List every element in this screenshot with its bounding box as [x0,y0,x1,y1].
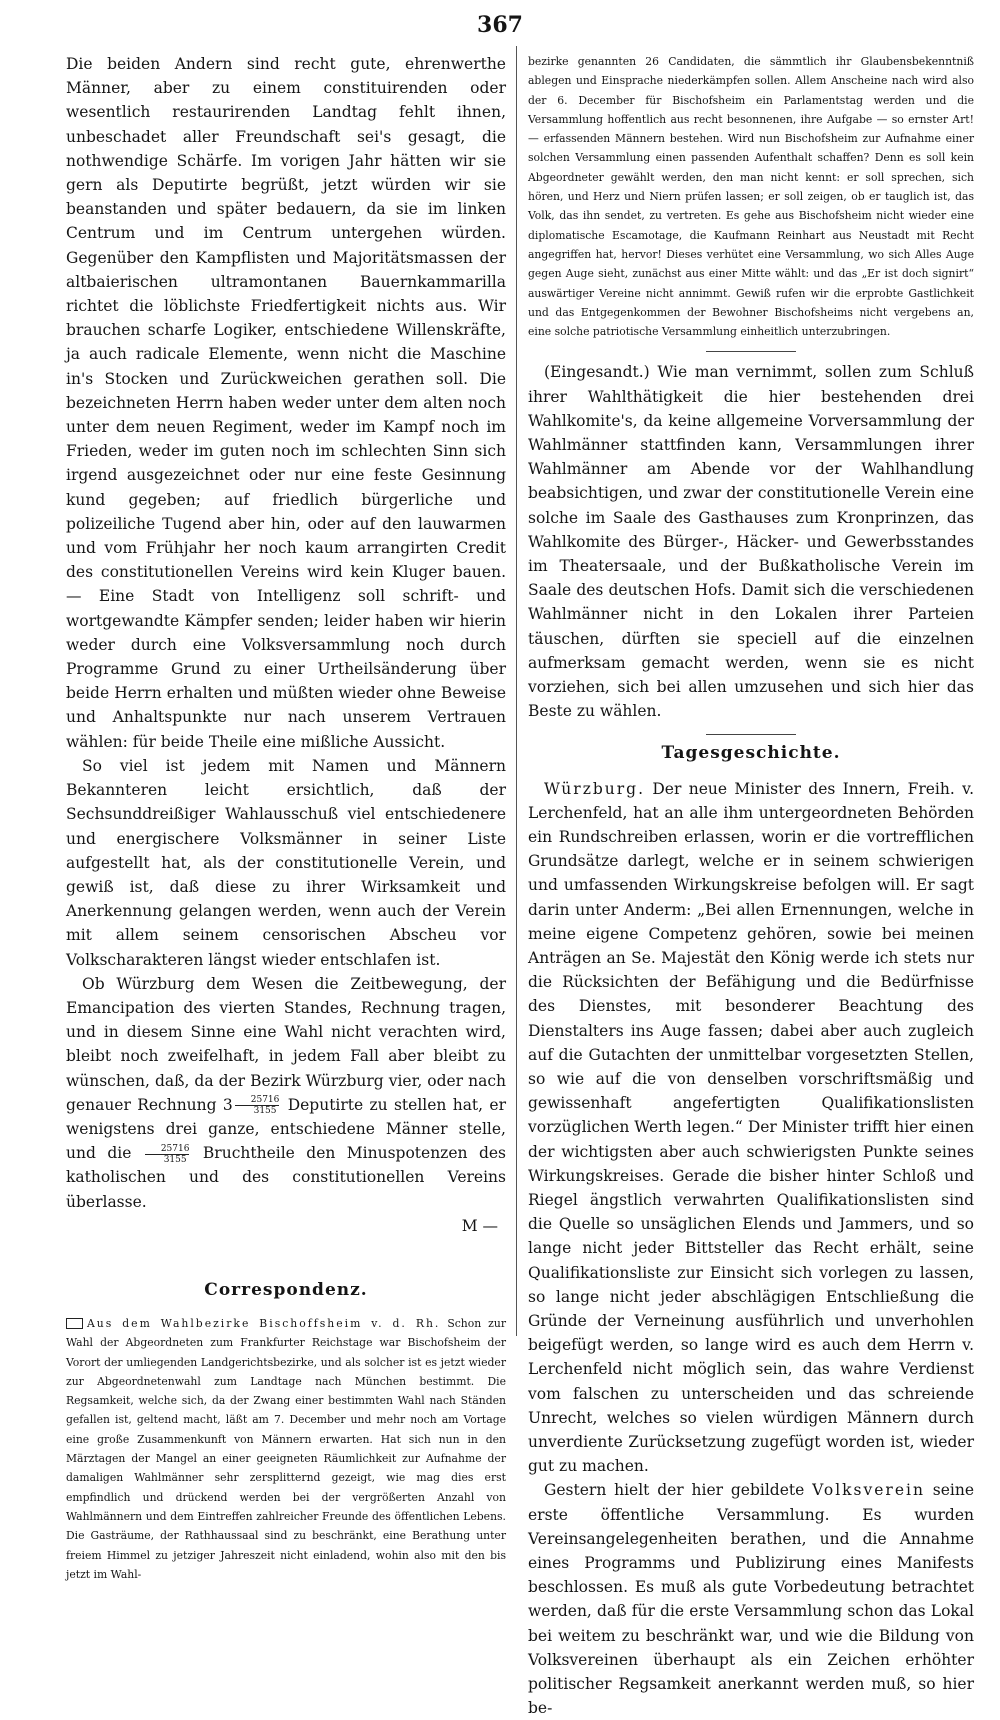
paragraph-text: Wie man vernimmt, sollen zum Schluß ihrer Wahlthätigkeit die hier bestehenden drei Wahlkomite's, da keine allgemeine Vorversammlung der Wahlmänner stattfinden kann, Versammlungen ihrer Wahlmänner am Abende vor der Wahlhandlung beabsichtigen, und zwar der constitutionelle Verein eine solche im Saale des Gasthauses zum Kronprinzen, das Wahlkomite des Bürger-, Häcker- und Gewerbsstandes im Theatersaale, und der Bußkatholische Verein im Saale des deutschen Hofs. Damit sich die verschiedenen Wahlmänner nicht in den Lokalen ihrer Parteien täuschen, dürften sie speciell auf die einzelnen aufmerksam gemacht werden, wenn sie es nicht vorziehen, sich bei allen umzusehen und sich hier das Beste zu wählen. [528,363,974,721]
dateline: Aus dem Wahlbezirke Bischoffsheim v. d. Rh. [87,1316,441,1330]
section-heading: Correspondenz. [204,1279,368,1300]
submitted-label: (Eingesandt.) [544,363,650,382]
fraction-numerator: 25716 [235,1095,280,1106]
paragraph-text: Gestern hielt der hier gebildete [544,1481,813,1500]
article-paragraph-fraction [66,972,506,1214]
paragraph-text: seine erste öffentliche Versammlung. Es wurden Vereinsangelegenheiten berathen, und die Annahme eines Programms und Publizirung eines Manifests beschlossen. Es muß als gute Vorbedeutung betrachtet werden, daß für die erste Versammlung schon das Lokal bei weitem zu beschränkt war, und wie die Bildung von Volksvereinen überhaupt als ein Zeichen erhöhter politischer Regsamkeit anerkannt werden muß, so hier be- [528,1481,974,1718]
author-signature: M — [461,1216,498,1235]
submitted-paragraph [528,360,974,723]
fraction-numerator: 25716 [145,1144,190,1155]
paragraph-text: Schon zur Wahl der Abgeordneten zum Frankfurter Reichstage war Bischofsheim der Vorort der umliegenden Landgerichtsbezirke, und als solcher ist es jetzt wieder zur Abgeordnetenwahl zum Landtage nach München bestimmt. Die Regsamkeit, welche sich, da der Zwang einer bestimmten Wahl nach Ständen gefallen ist, geltend macht, läßt am 7. December und mehr noch am Vortage eine große Zusammenkunft von Männern erwarten. Hat sich nun in den Märztagen der Mangel an einer geeigneten Räumlichkeit zur Aufnahme der damaligen Wahlmänner sehr zersplitternd gezeigt, wie mag dies erst empfindlich und drückend werden bei der vergrößerten Anzahl von Wahlmännern und dem Eintreffen zahlreicher Freunde des öffentlichen Lebens. Die Gasträume, der Rathhaussaal sind zu beschränkt, eine Berathung unter freiem Himmel zu jetziger Jahreszeit nicht einladend, wohin also mit den bis jetzt im Wahl- [66,1316,506,1581]
correspondence-continuation: bezirke genannten 26 Candidaten, die sämmtlich ihr Glaubensbekenntniß ablegen und Einsprache niederkämpfen sollen. Allem Anscheine nach wird also der 6. December für Bischofsheim ein Parlamentstag werden und die Versammlung hoffentlich aus recht besonnenen, ihre Aufgabe — so ernster Art! — erfassenden Männern bestehen. Wird nun Bischofsheim zur Aufnahme einer solchen Versammlung einen passenden Aufenthalt schaffen? Denn es soll kein Abgeordneter gewählt werden, den man nicht kennt: er soll sprechen, sich hören, und Herz und Niern prüfen lassen; er soll zeigen, ob er tauglich ist, das Volk, das ihn sendet, zu vertreten. Es gehe aus Bischofsheim nicht wieder eine diplomatische Escamotage, die Kaufmann Reinhart aus Neustadt mit Recht angegriffen hat, hervor! Dieses verhütet eine Versammlung, wo sich Alles Auge gegen Auge sieht, zunächst aus einer Mitte wählt: und das „Er ist doch signirt“ auswärtiger Vereine nicht annimmt. Gewiß rufen wir die erprobte Gastlichkeit und das Entgegenkommen der Bewohner Bischofsheims nicht vergebens an, eine solche patriotische Versammlung einheitlich unterzubringen. [528,55,974,339]
page-number: 367 [477,12,523,38]
section-heading: Tagesgeschichte. [661,742,841,763]
paragraph-text: Der neue Minister des Innern, Freih. v. Lerchenfeld, hat an alle ihm untergeordneten Behörden ein Rundschreiben erlassen, worin er die vortrefflichen Grundsätze darlegt, welche er in seinem schwierigen und umfassenden Wirkungskreise befolgen will. Er sagt darin unter Anderm: „Bei allen Ernennungen, welche in meine eigene Competenz gehören, sowie bei meinen Anträgen an Se. Majestät den König werde ich stets nur die Rücksichten der Befähigung und die Bedürfnisse des Dienstes, mit besonderer Beachtung des Dienstalters ins Auge fassen; dabei aber auch zugleich auf die Gutachten der unmittelbar vorgesetzten Stellen, so wie auf die von denselben vorschriftsmäßig und gewissenhaft angefertigten Qualifikationslisten vorzüglichen Werth legen.“ Der Minister trifft hier einen der wichtigsten aber auch schwierigsten Punkte seines Wirkungskreises. Gerade die bisher hinter Schloß und Riegel ängstlich verwahrten Qualifikationslisten sind die Quelle so unsäglichen Elends und Jammers, und so lange nicht jeder Bittsteller das Recht erhält, seine Qualifikationsliste zur Einsicht sich vorlegen zu lassen, so lange nicht jeder abschlägigen Entschließung die Gründe der Verneinung ausführlich und unverhohlen beigefügt werden, so lange wird es auch dem Herrn v. Lerchenfeld nicht möglich sein, das wahre Verdienst vom falschen zu unterscheiden und das schreiende Unrecht, welches so vielen würdigen Männern durch unverdiente Zurücksetzung zugefügt worden ist, wieder gut zu machen. [528,779,974,1476]
box-icon [66,1318,83,1329]
fraction [145,1144,190,1165]
paragraph-text: Ob Würzburg dem Wesen die Zeitbewegung, der Emancipation des vierten Standes, Rechnung tragen, und in diesem Sinne eine Wahl nicht verachten wird, bleibt noch zweifelhaft, in jedem Fall aber bleibt zu wünschen, daß, da der Bezirk Würzburg vier, oder nach genauer Rechnung 3 [66,974,506,1114]
dateline: Würzburg. [544,779,646,798]
article-paragraph: Die beiden Andern sind recht gute, ehrenwerthe Männer, aber zu einem constituirenden oder wesentlich restaurirenden Landtag fehlt ihnen, unbeschadet aller Freundschaft sei's gesagt, die nothwendige Schärfe. Im vorigen Jahr hätten wir sie gern als Deputirte begrüßt, jetzt würden wir sie beanstanden und später bedauern, da sie im linken Centrum und im Centrum untergehen würden. Gegenüber den Kampflisten und Majoritätsmassen der altbaierischen ultramontanen Bauernkammarilla richtet die löblichste Friedfertigkeit nichts aus. Wir brauchen scharfe Logiker, entschiedene Willenskräfte, ja auch radicale Elemente, wenn nicht die Maschine in's Stocken und Zurückweichen gerathen soll. Die bezeichneten Herrn haben weder unter dem alten noch unter dem neuen Regiment, weder im Kampf noch im Frieden, weder im guten noch im schlechten Sinn sich irgend ausgezeichnet oder nur eine feste Gesinnung kund gegeben; auf friedlich bürgerliche und polizeiliche Tugend aber hin, oder auf den lauwarmen und vom Frühjahr her noch kaum arrangirten Credit des constitutionellen Vereins wird kein Kluger bauen. — Eine Stadt von Intelligenz soll schrift- und wortgewandte Kämpfer senden; leider haben wir hierin weder durch eine Volksversammlung noch durch Programme Grund zu einer Urtheilsänderung über beide Herrn erhalten und müßten wieder ohne Beweise und Anhaltspunkte nur nach unserem Vertrauen wählen: für beide Theile eine mißliche Aussicht. [66,55,506,751]
fraction [235,1095,280,1116]
news-paragraph [528,1478,974,1720]
fraction-denominator: 3155 [253,1106,277,1117]
separator-rule [706,734,796,735]
separator-rule [706,351,796,352]
fraction-denominator: 3155 [163,1154,187,1165]
article-paragraph: So viel ist jedem mit Namen und Männern Bekannteren leicht ersichtlich, daß der Sechsunddreißiger Wahlausschuß viel entschiedenere und energischere Volksmänner in seiner Liste aufgestellt hat, als der constitutionelle Verein, und gewiß ist, daß diese zu ihrer Wirksamkeit und Anerkennung gelangen werden, wenn auch der Verein mit allem seinem censorischen Abscheu vor Volkscharakteren längst wieder entschlafen ist. [66,756,506,969]
emphasis-text: Volksverein [812,1481,925,1500]
left-column [66,52,506,1584]
right-column [528,52,974,1720]
paragraph-text: Deputirte zu stellen hat, er wenigstens drei ganze, entschiedene Männer stelle, und die [66,1095,506,1163]
paragraph-text: Bruchtheile den Minuspotenzen des katholischen und des constitutionellen Vereins überlasse. [66,1144,506,1211]
news-paragraph [528,777,974,1479]
correspondence-paragraph [66,1314,506,1584]
column-divider [516,46,517,1336]
